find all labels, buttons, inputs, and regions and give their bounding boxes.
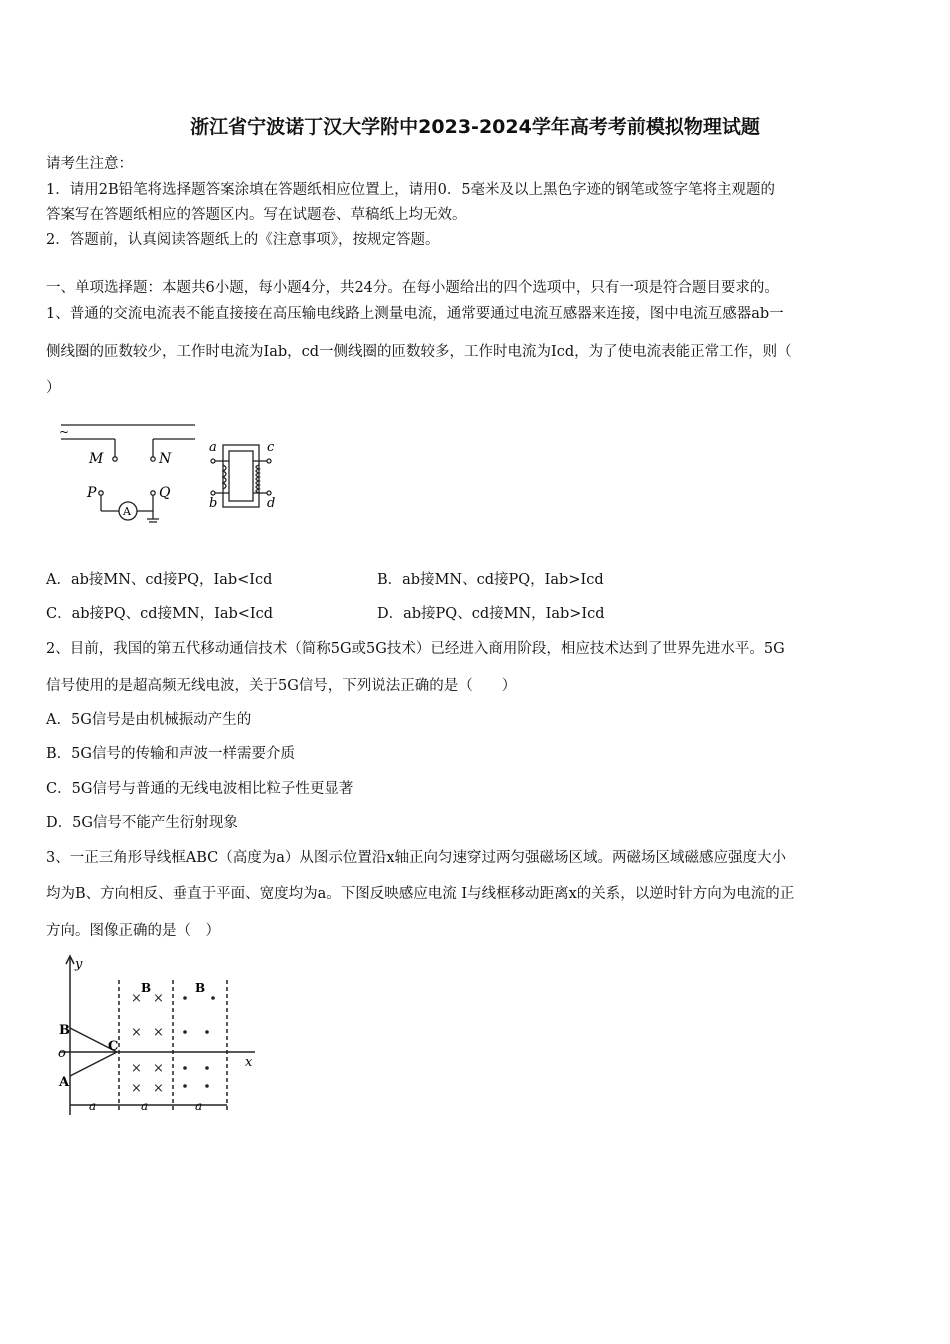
q3-line-3: 方向。图像正确的是（ ）	[46, 923, 220, 939]
svg-text:×: ×	[131, 991, 142, 1006]
fig3-width-a-1: a	[89, 1099, 97, 1113]
fig3-field-b-right: B	[195, 981, 206, 995]
fig3-field-b-left: B	[141, 981, 152, 995]
q3-line-1: 3、一正三角形导线框ABC（高度为a）从图示位置沿x轴正向匀速穿过两匀强磁场区域。两磁场区域磁感应强度大小	[46, 850, 787, 866]
q1-line-2: 侧线圈的匝数较少，工作时电流为Iab，cd一侧线圈的匝数较多，工作时电流为Icd，为了使电流表能正常工作，则（	[46, 344, 792, 360]
fig3-label-y: y	[75, 957, 83, 972]
page-title: 浙江省宁波诺丁汉大学附中2023-2024学年高考考前模拟物理试题	[190, 116, 760, 138]
fig1-label-m: M	[89, 451, 104, 467]
fig3-width-a-2: a	[141, 1099, 149, 1113]
fig1-label-tilde: ~	[59, 425, 70, 439]
svg-text:×: ×	[131, 1081, 142, 1096]
notice-heading: 请考生注意：	[46, 156, 133, 172]
fig3-label-c-vertex: C	[108, 1039, 119, 1054]
fig3-label-b-vertex: B	[59, 1023, 70, 1038]
svg-text:×: ×	[153, 1061, 164, 1076]
svg-text:×: ×	[153, 991, 164, 1006]
fig3-label-x: x	[245, 1055, 253, 1070]
fig3-label-a-vertex: A	[59, 1075, 70, 1090]
svg-text:×: ×	[131, 1061, 142, 1076]
fig1-label-c: c	[267, 440, 275, 455]
fig1-label-a: a	[209, 440, 217, 455]
q1-option-b: B．ab接MN、cd接PQ，Iab>Icd	[377, 572, 604, 588]
q2-line-1: 2、目前，我国的第五代移动通信技术（简称5G或5G技术）已经进入商用阶段，相应技术达到了世界先进水平。5G	[46, 641, 785, 657]
q2-option-c: C．5G信号与普通的无线电波相比粒子性更显著	[46, 781, 354, 797]
q1-line-1: 1、普通的交流电流表不能直接接在高压输电线路上测量电流，通常要通过电流互感器来连接，图中电流互感器ab一	[46, 306, 784, 322]
notice-line-3: 2．答题前，认真阅读答题纸上的《注意事项》，按规定答题。	[46, 232, 440, 248]
svg-text:×: ×	[131, 1025, 142, 1040]
section-heading: 一、单项选择题：本题共6小题，每小题4分，共24分。在每小题给出的四个选项中，只有一项是符合题目要求的。	[46, 280, 779, 296]
svg-text:×: ×	[153, 1081, 164, 1096]
q1-line-3: ）	[46, 380, 61, 396]
ammeter-symbol: A	[123, 505, 131, 518]
q2-option-a: A．5G信号是由机械振动产生的	[46, 712, 252, 728]
fig1-label-d: d	[267, 496, 276, 511]
q2-line-2: 信号使用的是超高频无线电波，关于5G信号，下列说法正确的是（ ）	[46, 678, 517, 694]
q1-circuit-figure	[55, 415, 295, 530]
fig3-width-a-3: a	[195, 1099, 203, 1113]
q1-option-a: A．ab接MN、cd接PQ，Iab<Icd	[46, 572, 273, 588]
q2-option-d: D．5G信号不能产生衍射现象	[46, 815, 238, 831]
q1-option-c: C．ab接PQ、cd接MN，Iab<Icd	[46, 606, 274, 622]
fig1-label-p: P	[87, 485, 97, 501]
notice-line-2: 答案写在答题纸相应的答题区内。写在试题卷、草稿纸上均无效。	[46, 207, 467, 223]
q2-option-b: B．5G信号的传输和声波一样需要介质	[46, 746, 295, 762]
fig1-label-n: N	[159, 451, 172, 467]
fig3-label-origin: o	[58, 1046, 66, 1061]
q3-field-figure	[55, 950, 270, 1125]
fig1-label-q: Q	[159, 485, 171, 501]
svg-text:×: ×	[153, 1025, 164, 1040]
q1-option-d: D．ab接PQ、cd接MN，Iab>Icd	[377, 606, 605, 622]
notice-line-1: 1．请用2B铅笔将选择题答案涂填在答题纸相应位置上，请用0．5毫米及以上黑色字迹的钢笔或签字笔将主观题的	[46, 182, 776, 198]
fig1-label-b: b	[209, 496, 218, 511]
q3-line-2: 均为B、方向相反、垂直于平面、宽度均为a。下图反映感应电流 I与线框移动距离x的关系，以逆时针方向为电流的正	[46, 886, 795, 902]
